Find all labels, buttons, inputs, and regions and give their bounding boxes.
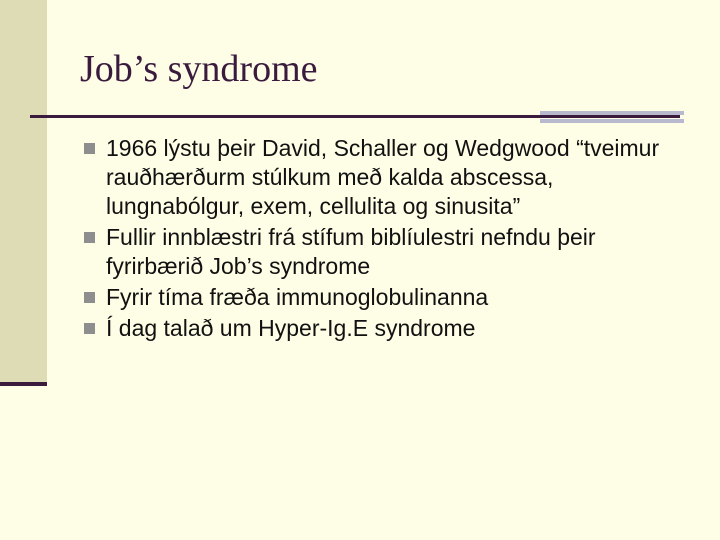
side-decoration-bar [0,0,47,382]
title-divider-line [30,115,680,118]
bullet-item [84,314,694,343]
bullet-item [84,283,694,312]
side-bar-underline [0,382,47,386]
bullet-text: Fullir innblæstri frá stífum biblíulestri nefndu þeir fyrirbærið Job’s syndrome [106,224,596,279]
square-bullet-icon [84,323,95,334]
accent-divider-bottom [540,119,684,123]
slide-title: Job’s syndrome [80,48,318,90]
bullet-text: Í dag talað um Hyper-Ig.E syndrome [106,315,476,341]
bullet-text: Fyrir tíma fræða immunoglobulinanna [106,284,489,310]
bullet-item [84,223,694,281]
square-bullet-icon [84,292,95,303]
bullet-list [84,134,694,345]
square-bullet-icon [84,143,95,154]
bullet-item [84,134,694,221]
accent-divider-top [540,111,684,115]
bullet-text: 1966 lýstu þeir David, Schaller og Wedgwood “tveimur rauðhærðurm stúlkum með kalda abscessa, lungnabólgur, exem, cellulita og sinusita” [106,135,660,219]
square-bullet-icon [84,232,95,243]
